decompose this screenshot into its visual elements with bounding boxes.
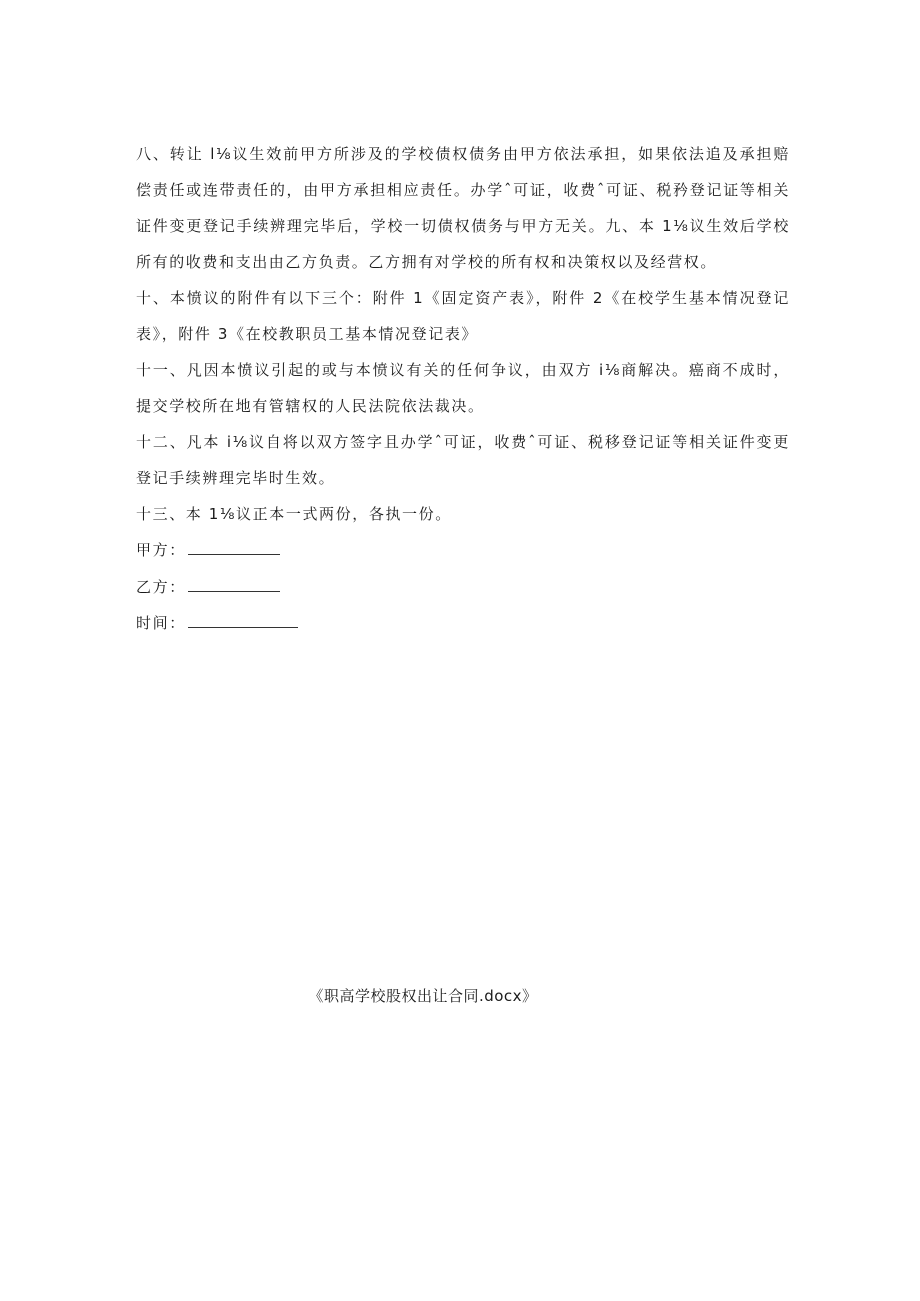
party-a-blank [188,540,280,555]
party-b-signature [136,569,790,606]
party-a-signature [136,532,790,569]
date-label: 时间： [136,614,186,632]
clause-12: 十二、凡本 i⅛议自将以双方签字且办学ˆ可证，收费ˆ可证、税移登记证等相关证件变更登记手续辨理完毕时生效。 [136,433,790,487]
contract-body [136,136,790,642]
date-blank [188,613,298,628]
party-b-label: 乙方： [136,577,186,596]
party-a-label: 甲方： [136,541,186,559]
clause-11: 十一、凡因本愤议引起的或与本愤议有关的任何争议，由双方 i⅛商解决。癌商不成时，提交学校所在地有管辖权的人民法院依法裁决。 [136,361,790,415]
clause-10: 十、本愤议的附件有以下三个：附件 1《固定资产表》，附件 2《在校学生基本情况登记表》，附件 3《在校教职员工基本情况登记表》 [136,289,790,343]
date-signature [136,605,790,642]
party-b-blank [188,577,280,592]
clause-8-9: 八、转让 l⅛议生效前甲方所涉及的学校债权债务由甲方依法承担，如果依法追及承担赔偿责任或连带责任的，由甲方承担相应责任。办学ˆ可证，收费ˆ可证、税矜登记证等相关证件变更登记手续辨理完毕后，学校一切债权债务与甲方无关。九、本 1⅛议生效后学校所有的收费和支出由乙方负责。乙方拥有对学校的所有权和决策权以及经营权。 [136,145,790,271]
document-footer-title: 《职高学校股权出让合同.docx》 [308,987,538,1005]
clause-13: 十三、本 1⅛议正本一式两份，各执一份。 [136,505,452,523]
